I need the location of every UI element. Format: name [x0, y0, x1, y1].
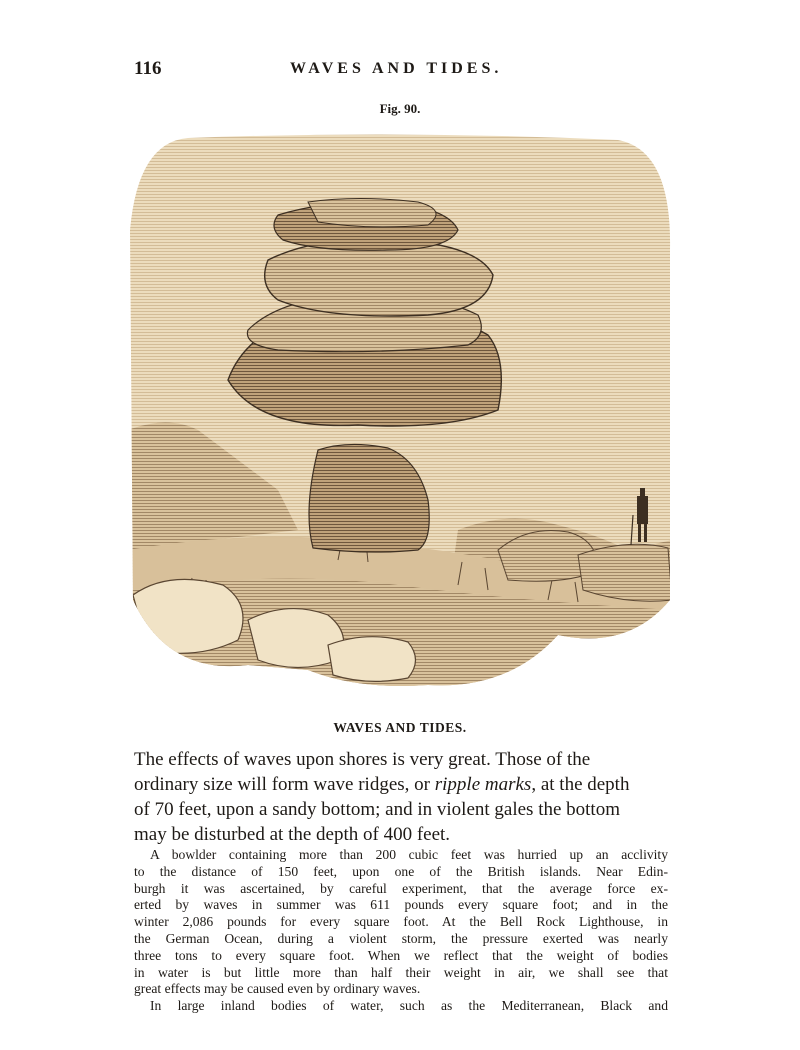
- lead-line-2: [134, 772, 668, 797]
- ripple-marks-term: ripple marks: [434, 774, 532, 795]
- small-print-paragraph: [134, 847, 668, 1015]
- section-heading: WAVES AND TIDES.: [333, 720, 467, 735]
- lead-line-1: The effects of waves upon shores is very great. Those of the: [134, 749, 591, 770]
- balanced-rock-engraving: [128, 130, 672, 690]
- small-line-next-paragraph: In large inland bodies of water, such as the Mediterranean, Black and: [150, 998, 668, 1014]
- figure-label: Fig. 90.: [379, 101, 421, 116]
- small-line: great effects may be caused even by ordinary waves.: [134, 981, 421, 997]
- lead-line-4: may be disturbed at the depth of 400 feet.: [134, 824, 451, 845]
- running-head: WAVES AND TIDES.: [290, 60, 503, 77]
- lead-line-2-start: ordinary size will form wave ridges, or: [134, 774, 435, 795]
- small-line: A bowlder containing more than 200 cubic feet was hurried up an acclivity: [150, 847, 668, 862]
- lead-line-2-end: , at the depth: [531, 774, 630, 795]
- lead-line-3: of 70 feet, upon a sandy bottom; and in violent gales the bottom: [134, 799, 620, 820]
- small-line: winter 2,086 pounds for every square foot. At the Bell Rock Lighthouse, in: [134, 914, 668, 930]
- small-line: in water is but little more than half their weight in air, we shall see that: [134, 964, 668, 980]
- small-line: the German Ocean, during a violent storm, the pressure exerted was nearly: [134, 930, 668, 946]
- small-line: erted by waves in summer was 611 pounds every square foot; and in the: [134, 897, 668, 913]
- small-line: to the distance of 150 feet, upon one of the British islands. Near Edin-: [134, 863, 668, 879]
- small-line: three tons to every square foot. When we reflect that the weight of bodies: [134, 947, 668, 963]
- small-line: burgh it was ascertained, by careful experiment, that the average force ex-: [134, 880, 668, 896]
- page-number: 116: [134, 58, 162, 79]
- lead-paragraph: [134, 747, 668, 847]
